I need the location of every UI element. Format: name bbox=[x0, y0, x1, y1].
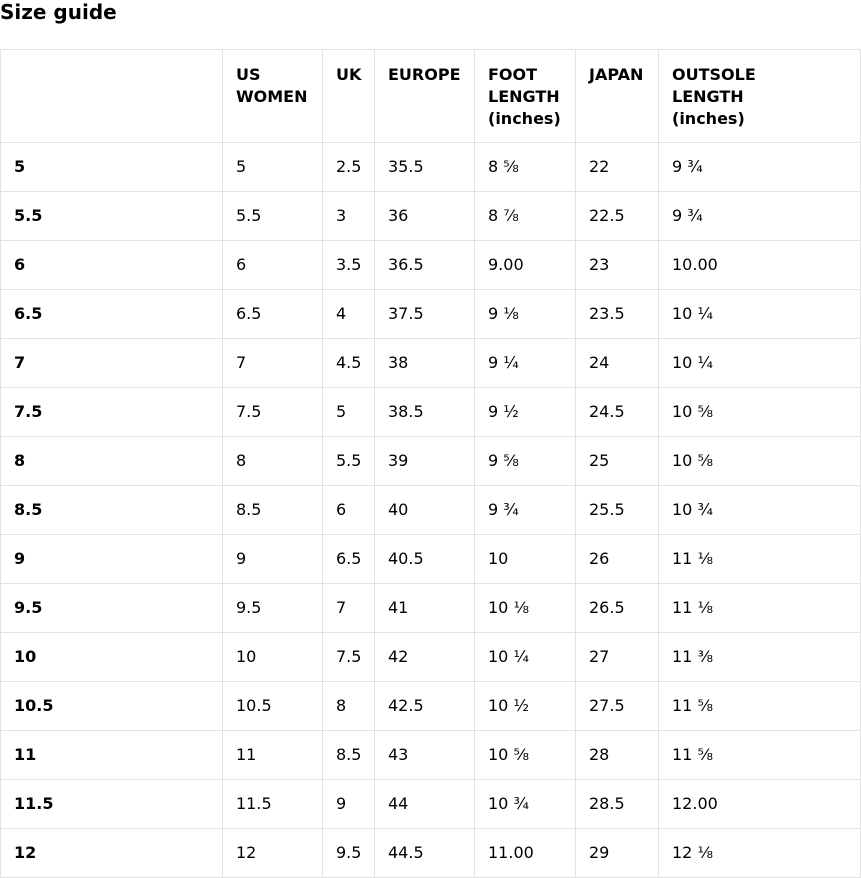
japan-cell: 22 bbox=[576, 143, 659, 192]
europe-cell: 39 bbox=[375, 437, 475, 486]
uk-column-header bbox=[323, 50, 375, 143]
size-label: 11.5 bbox=[1, 780, 223, 829]
uk-cell: 2.5 bbox=[323, 143, 375, 192]
us-women-cell: 9 bbox=[223, 535, 323, 584]
uk-cell: 7 bbox=[323, 584, 375, 633]
header-label-line: JAPAN bbox=[589, 65, 644, 84]
size-label: 12 bbox=[1, 829, 223, 878]
foot-length-cell: 10 ¼ bbox=[475, 633, 576, 682]
us-women-cell: 10.5 bbox=[223, 682, 323, 731]
europe-cell: 44.5 bbox=[375, 829, 475, 878]
foot-length-cell: 9.00 bbox=[475, 241, 576, 290]
header-label-line: FOOT bbox=[488, 65, 538, 84]
japan-cell: 28.5 bbox=[576, 780, 659, 829]
foot-length-cell: 9 ½ bbox=[475, 388, 576, 437]
header-label-line: LENGTH bbox=[488, 87, 560, 106]
foot-length-cell: 10 ⅛ bbox=[475, 584, 576, 633]
uk-cell: 6 bbox=[323, 486, 375, 535]
japan-cell: 28 bbox=[576, 731, 659, 780]
header-label-line: (inches) bbox=[488, 109, 561, 128]
uk-cell: 4 bbox=[323, 290, 375, 339]
table-row bbox=[1, 388, 861, 437]
europe-column-header bbox=[375, 50, 475, 143]
uk-cell: 5 bbox=[323, 388, 375, 437]
table-row bbox=[1, 633, 861, 682]
outsole-length-cell: 11 ⅝ bbox=[659, 731, 861, 780]
size-label: 6.5 bbox=[1, 290, 223, 339]
foot-length-cell: 11.00 bbox=[475, 829, 576, 878]
size-label: 10 bbox=[1, 633, 223, 682]
europe-cell: 35.5 bbox=[375, 143, 475, 192]
foot-length-cell: 10 ¾ bbox=[475, 780, 576, 829]
header-label-line: (inches) bbox=[672, 109, 745, 128]
uk-cell: 5.5 bbox=[323, 437, 375, 486]
outsole-length-cell: 10 ¼ bbox=[659, 339, 861, 388]
japan-cell: 25 bbox=[576, 437, 659, 486]
japan-cell: 24 bbox=[576, 339, 659, 388]
japan-cell: 29 bbox=[576, 829, 659, 878]
size-label: 8 bbox=[1, 437, 223, 486]
us-women-cell: 7 bbox=[223, 339, 323, 388]
japan-cell: 23.5 bbox=[576, 290, 659, 339]
foot-length-cell: 9 ⅝ bbox=[475, 437, 576, 486]
outsole-length-column-header bbox=[659, 50, 861, 143]
table-row bbox=[1, 682, 861, 731]
table-row bbox=[1, 486, 861, 535]
uk-cell: 9.5 bbox=[323, 829, 375, 878]
us-women-cell: 9.5 bbox=[223, 584, 323, 633]
europe-cell: 42 bbox=[375, 633, 475, 682]
japan-cell: 26.5 bbox=[576, 584, 659, 633]
us-women-cell: 11.5 bbox=[223, 780, 323, 829]
table-row bbox=[1, 731, 861, 780]
uk-cell: 8 bbox=[323, 682, 375, 731]
japan-column-header bbox=[576, 50, 659, 143]
size-guide-table bbox=[0, 49, 861, 878]
page-title: Size guide bbox=[0, 0, 117, 24]
header-label-line: OUTSOLE bbox=[672, 65, 756, 84]
outsole-length-cell: 9 ¾ bbox=[659, 192, 861, 241]
size-label: 10.5 bbox=[1, 682, 223, 731]
us-women-cell: 6.5 bbox=[223, 290, 323, 339]
size-label: 8.5 bbox=[1, 486, 223, 535]
size-label: 7.5 bbox=[1, 388, 223, 437]
uk-cell: 8.5 bbox=[323, 731, 375, 780]
europe-cell: 40.5 bbox=[375, 535, 475, 584]
size-label: 5 bbox=[1, 143, 223, 192]
foot-length-cell: 8 ⅝ bbox=[475, 143, 576, 192]
table-body bbox=[1, 143, 861, 878]
table-row bbox=[1, 241, 861, 290]
us-women-cell: 12 bbox=[223, 829, 323, 878]
outsole-length-cell: 12 ⅛ bbox=[659, 829, 861, 878]
table-row bbox=[1, 584, 861, 633]
outsole-length-cell: 10 ⅝ bbox=[659, 388, 861, 437]
europe-cell: 40 bbox=[375, 486, 475, 535]
japan-cell: 27.5 bbox=[576, 682, 659, 731]
header-label-line: LENGTH bbox=[672, 87, 744, 106]
uk-cell: 3.5 bbox=[323, 241, 375, 290]
foot-length-cell: 9 ¼ bbox=[475, 339, 576, 388]
europe-cell: 36 bbox=[375, 192, 475, 241]
size-label: 11 bbox=[1, 731, 223, 780]
uk-cell: 9 bbox=[323, 780, 375, 829]
us-women-cell: 5 bbox=[223, 143, 323, 192]
foot-length-cell: 9 ⅛ bbox=[475, 290, 576, 339]
table-row bbox=[1, 339, 861, 388]
europe-cell: 37.5 bbox=[375, 290, 475, 339]
size-label: 7 bbox=[1, 339, 223, 388]
size-label: 5.5 bbox=[1, 192, 223, 241]
europe-cell: 43 bbox=[375, 731, 475, 780]
outsole-length-cell: 9 ¾ bbox=[659, 143, 861, 192]
us-women-cell: 8 bbox=[223, 437, 323, 486]
uk-cell: 6.5 bbox=[323, 535, 375, 584]
table-row bbox=[1, 143, 861, 192]
size-label: 9 bbox=[1, 535, 223, 584]
foot-length-column-header bbox=[475, 50, 576, 143]
japan-cell: 24.5 bbox=[576, 388, 659, 437]
japan-cell: 23 bbox=[576, 241, 659, 290]
size-label: 9.5 bbox=[1, 584, 223, 633]
header-label-line: UK bbox=[336, 65, 362, 84]
outsole-length-cell: 10 ¼ bbox=[659, 290, 861, 339]
table-row bbox=[1, 192, 861, 241]
outsole-length-cell: 11 ⅝ bbox=[659, 682, 861, 731]
europe-cell: 42.5 bbox=[375, 682, 475, 731]
us-women-cell: 8.5 bbox=[223, 486, 323, 535]
foot-length-cell: 8 ⅞ bbox=[475, 192, 576, 241]
japan-cell: 27 bbox=[576, 633, 659, 682]
table-row bbox=[1, 437, 861, 486]
europe-cell: 38 bbox=[375, 339, 475, 388]
table-row bbox=[1, 535, 861, 584]
japan-cell: 26 bbox=[576, 535, 659, 584]
japan-cell: 25.5 bbox=[576, 486, 659, 535]
us-women-column-header bbox=[223, 50, 323, 143]
outsole-length-cell: 10 ⅝ bbox=[659, 437, 861, 486]
header-row bbox=[1, 50, 861, 143]
header-label-line: US bbox=[236, 65, 261, 84]
japan-cell: 22.5 bbox=[576, 192, 659, 241]
us-women-cell: 11 bbox=[223, 731, 323, 780]
europe-cell: 41 bbox=[375, 584, 475, 633]
header-label-line: WOMEN bbox=[236, 87, 308, 106]
foot-length-cell: 10 ⅝ bbox=[475, 731, 576, 780]
size-label: 6 bbox=[1, 241, 223, 290]
us-women-cell: 7.5 bbox=[223, 388, 323, 437]
us-women-cell: 6 bbox=[223, 241, 323, 290]
outsole-length-cell: 10.00 bbox=[659, 241, 861, 290]
outsole-length-cell: 12.00 bbox=[659, 780, 861, 829]
table-header bbox=[1, 50, 861, 143]
outsole-length-cell: 11 ⅛ bbox=[659, 535, 861, 584]
europe-cell: 36.5 bbox=[375, 241, 475, 290]
size-table-container bbox=[0, 49, 756, 878]
europe-cell: 38.5 bbox=[375, 388, 475, 437]
uk-cell: 7.5 bbox=[323, 633, 375, 682]
outsole-length-cell: 11 ⅛ bbox=[659, 584, 861, 633]
outsole-length-cell: 10 ¾ bbox=[659, 486, 861, 535]
foot-length-cell: 10 ½ bbox=[475, 682, 576, 731]
uk-cell: 3 bbox=[323, 192, 375, 241]
size-column-header bbox=[1, 50, 223, 143]
foot-length-cell: 10 bbox=[475, 535, 576, 584]
table-row bbox=[1, 829, 861, 878]
us-women-cell: 10 bbox=[223, 633, 323, 682]
uk-cell: 4.5 bbox=[323, 339, 375, 388]
outsole-length-cell: 11 ⅜ bbox=[659, 633, 861, 682]
table-row bbox=[1, 780, 861, 829]
table-row bbox=[1, 290, 861, 339]
foot-length-cell: 9 ¾ bbox=[475, 486, 576, 535]
europe-cell: 44 bbox=[375, 780, 475, 829]
us-women-cell: 5.5 bbox=[223, 192, 323, 241]
header-label-line: EUROPE bbox=[388, 65, 461, 84]
